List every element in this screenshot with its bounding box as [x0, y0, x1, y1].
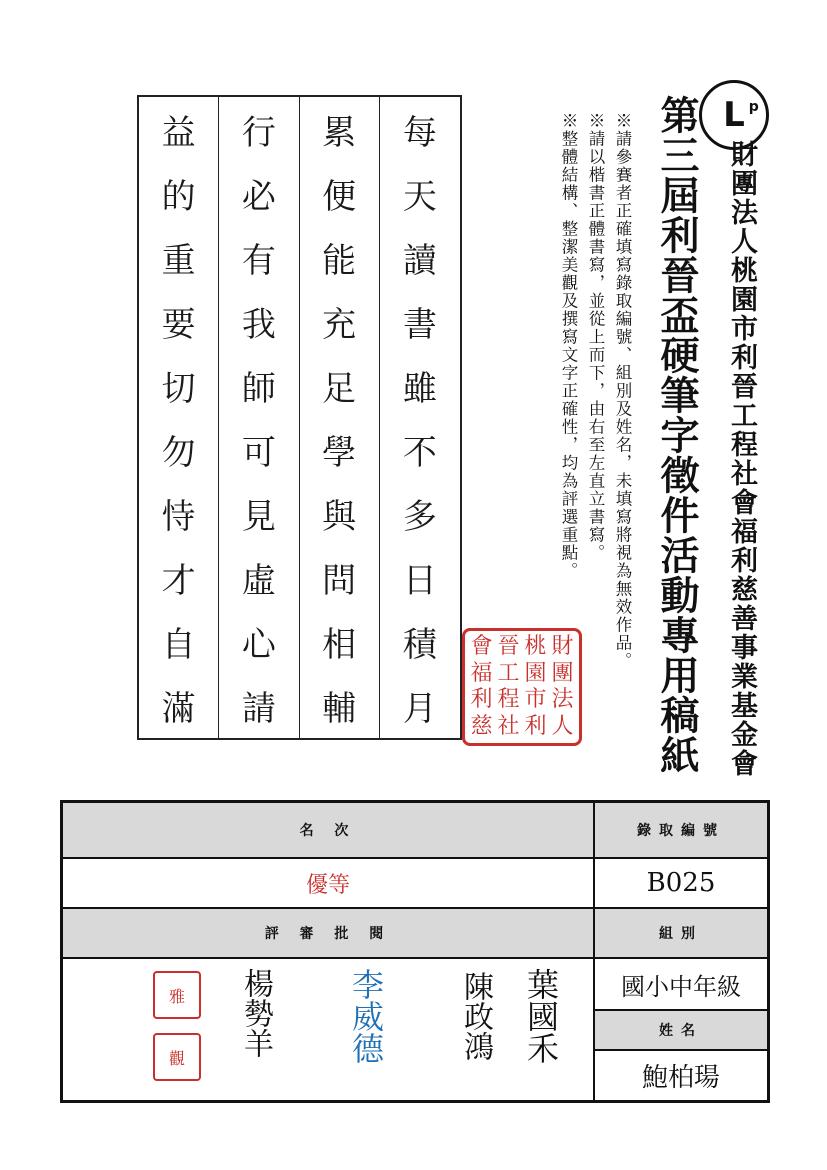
- grid-cell: 才: [139, 546, 219, 610]
- review-header: 評 審 批 閱: [63, 909, 593, 957]
- rank-value: 優等: [305, 872, 350, 898]
- foundation-logo: L p: [699, 80, 769, 150]
- seal-character: 晉: [497, 634, 520, 660]
- number-header: 錄取編號: [595, 803, 767, 857]
- evaluation-form: [60, 800, 770, 1103]
- grid-cell: 我: [219, 289, 299, 353]
- grid-cell: 累: [300, 97, 380, 161]
- grid-cell: 天: [402, 176, 437, 217]
- seal-character: 法: [551, 687, 574, 713]
- grid-cell: 滿: [139, 674, 219, 738]
- seal-character: 程: [497, 687, 520, 713]
- note-1: ※請參賽者正確填寫錄取編號、組別及姓名，未填寫將視為無效作品。: [613, 112, 632, 670]
- seal-character: 利: [470, 687, 493, 713]
- group-header: 組別: [595, 909, 767, 957]
- organization-name: 財團法人桃園市利晉工程社會福利慈善事業基金會: [726, 140, 757, 778]
- judge-signature-2: 李威德: [347, 968, 385, 1064]
- seal-character: 桃: [524, 634, 547, 660]
- grid-cell: 要: [139, 289, 219, 353]
- grid-cell: 能: [300, 225, 380, 289]
- seal-character: 團: [551, 660, 574, 686]
- grid-cell: 書: [402, 304, 437, 345]
- grid-cell: 有: [219, 225, 299, 289]
- seal-character: 財: [551, 634, 574, 660]
- seal-character: 工: [497, 660, 520, 686]
- number-value: B025: [646, 868, 716, 898]
- grid-cell: 學: [300, 417, 380, 481]
- name-header: 姓名: [595, 1011, 767, 1049]
- seal-character: 人: [551, 713, 574, 739]
- grid-cell: 心: [219, 610, 299, 674]
- judge-signature-3: 陳政鴻: [458, 971, 493, 1061]
- grid-cell: 雖: [402, 368, 437, 409]
- judge-stamp-1: 雅: [153, 971, 201, 1019]
- seal-character: 會: [470, 634, 493, 660]
- page-title: 第三屆利晉盃硬筆字徵件活動專用稿紙: [654, 95, 699, 775]
- grid-cell: 行: [219, 97, 299, 161]
- note-3: ※整體結構、整潔美觀及撰寫文字正確性，均為評選重點。: [559, 112, 578, 580]
- grid-cell: 請: [219, 674, 299, 738]
- grid-cell: 虛: [219, 546, 299, 610]
- grid-cell: 恃: [139, 482, 219, 546]
- seal-character: 社: [497, 713, 520, 739]
- grid-cell: 與: [300, 482, 380, 546]
- writing-grid: [137, 95, 462, 740]
- seal-character: 福: [470, 660, 493, 686]
- grid-cell: 師: [219, 353, 299, 417]
- grid-cell: 相: [300, 610, 380, 674]
- grid-cell: 問: [300, 546, 380, 610]
- seal-character: 市: [524, 687, 547, 713]
- group-value: 國小中年級: [621, 972, 741, 1001]
- judge-stamp-2: 觀: [153, 1033, 201, 1081]
- note-2: ※請以楷書正體書寫，並從上而下，由右至左直立書寫。: [586, 112, 605, 562]
- grid-cell: 足: [300, 353, 380, 417]
- grid-cell: 積: [402, 625, 437, 666]
- seal-character: 慈: [470, 713, 493, 739]
- grid-cell: 切: [139, 353, 219, 417]
- grid-cell: 輔: [300, 674, 380, 738]
- grid-cell: 見: [219, 482, 299, 546]
- grid-cell: 勿: [139, 417, 219, 481]
- seal-character: 園: [524, 660, 547, 686]
- grid-cell: 便: [300, 161, 380, 225]
- name-value: 鮑柏瑒: [641, 1063, 720, 1093]
- grid-cell: 益: [139, 97, 219, 161]
- grid-cell: 可: [219, 417, 299, 481]
- judge-signature-1: 楊勢羊: [238, 968, 273, 1058]
- judge-signature-4: 葉國禾: [522, 968, 560, 1064]
- grid-cell: 重: [139, 225, 219, 289]
- foundation-seal: [462, 628, 582, 746]
- grid-cell: 必: [219, 161, 299, 225]
- grid-cell: 月: [402, 689, 437, 730]
- grid-cell: 多: [402, 497, 437, 538]
- grid-cell: 不: [402, 433, 437, 474]
- grid-cell: 每: [402, 112, 437, 153]
- rank-header: 名 次: [63, 803, 593, 857]
- seal-character: 利: [524, 713, 547, 739]
- grid-cell: 充: [300, 289, 380, 353]
- grid-cell: 的: [139, 161, 219, 225]
- grid-cell: 自: [139, 610, 219, 674]
- grid-cell: 日: [402, 561, 437, 602]
- grid-cell: 讀: [402, 240, 437, 281]
